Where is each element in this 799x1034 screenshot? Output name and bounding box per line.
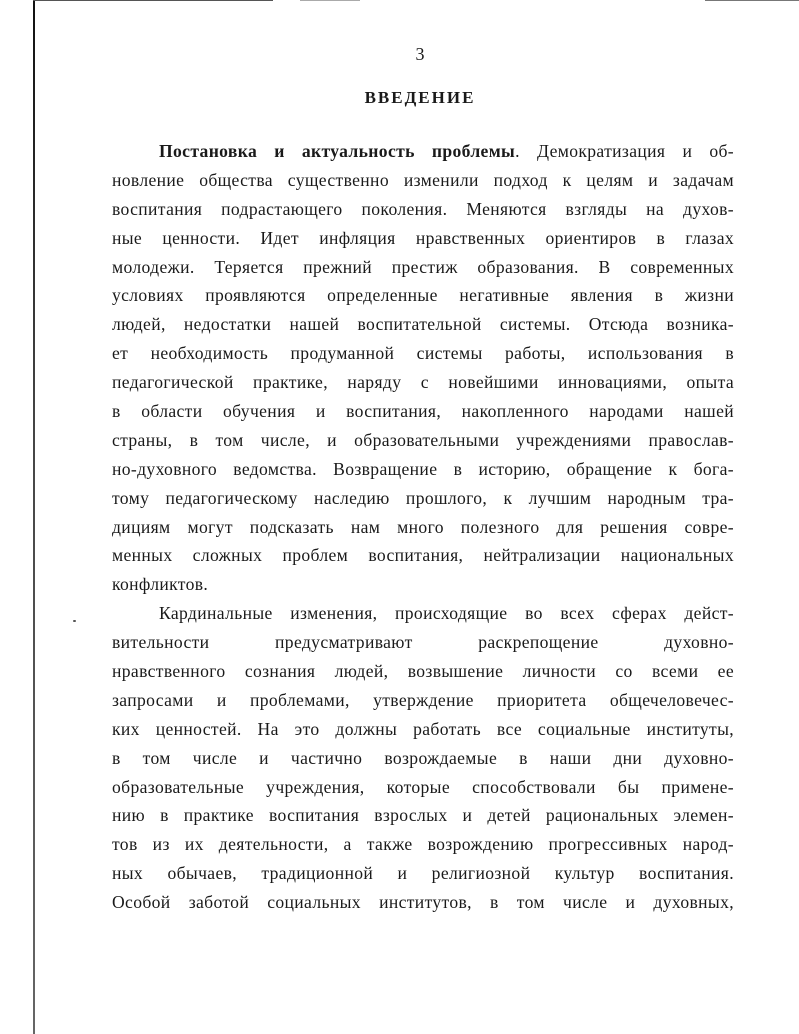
text-line: страны, в том числе, и образовательными учреждениями православ- bbox=[112, 429, 734, 450]
document-body bbox=[112, 137, 734, 917]
text-line: в области обучения и воспитания, накопленного народами нашей bbox=[112, 401, 734, 422]
scan-left-edge bbox=[33, 0, 35, 1034]
paragraph-intro-first-line bbox=[112, 137, 734, 166]
text-line: ет необходимость продуманной системы работы, использования в bbox=[112, 343, 734, 364]
scan-top-edge-mid bbox=[300, 0, 360, 1]
text-line: образовательные учреждения, которые способствовали бы примене- bbox=[112, 776, 734, 797]
scan-top-edge-right bbox=[705, 0, 799, 1]
text-line: воспитания подрастающего поколения. Меняются взгляды на духов- bbox=[112, 198, 734, 219]
scan-top-edge-left bbox=[33, 0, 273, 1]
text-line: конфликтов. bbox=[112, 574, 209, 595]
text-line: в том числе и частично возрождаемые в наши дни духовно- bbox=[112, 747, 734, 768]
paragraph-changes bbox=[112, 599, 734, 917]
text-line: педагогической практике, наряду с новейшими инновациями, опыта bbox=[112, 372, 734, 393]
text-line: но-духовного ведомства. Возвращение в историю, обращение к бога- bbox=[112, 458, 734, 479]
text-line: Особой заботой социальных институтов, в том числе и духовных, bbox=[112, 892, 734, 913]
text-line: вительности предусматривают раскрепощение духовно- bbox=[112, 632, 734, 653]
margin-speck bbox=[73, 620, 76, 622]
problem-statement-lead: Постановка и актуальность проблемы bbox=[159, 141, 516, 161]
text-line: новление общества существенно изменили подход к целям и задачам bbox=[112, 169, 734, 190]
text-line: нравственного сознания людей, возвышение личности со всеми ее bbox=[112, 661, 734, 682]
text-line: Кардинальные изменения, происходящие во всех сферах дейст- bbox=[159, 603, 734, 624]
text-line: тому педагогическому наследию прошлого, к лучшим народным тра- bbox=[112, 487, 734, 508]
text-line: дициям могут подсказать нам много полезного для решения совре- bbox=[112, 516, 734, 537]
problem-statement-lead-rest: . Демократизация и об- bbox=[515, 141, 734, 161]
text-line: нию в практике воспитания взрослых и детей рациональных элемен- bbox=[112, 805, 734, 826]
text-line: тов из их деятельности, а также возрождению прогрессивных народ- bbox=[112, 834, 734, 855]
paragraph-intro bbox=[112, 137, 734, 599]
text-line: ких ценностей. На это должны работать все социальные институты, bbox=[112, 718, 734, 739]
text-line: ных обычаев, традиционной и религиозной культур воспитания. bbox=[112, 863, 734, 884]
text-line: ные ценности. Идет инфляция нравственных ориентиров в глазах bbox=[112, 227, 734, 248]
page-number: 3 bbox=[415, 44, 425, 64]
text-line: людей, недостатки нашей воспитательной системы. Отсюда возника- bbox=[112, 314, 734, 335]
section-heading: ВВЕДЕНИЕ bbox=[364, 88, 476, 107]
text-line: условиях проявляются определенные негативные явления в жизни bbox=[112, 285, 734, 306]
text-line: молодежи. Теряется прежний престиж образования. В современных bbox=[112, 256, 734, 277]
text-line: запросами и проблемами, утверждение приоритета общечеловечес- bbox=[112, 689, 734, 710]
text-line: менных сложных проблем воспитания, нейтрализации национальных bbox=[112, 545, 734, 566]
